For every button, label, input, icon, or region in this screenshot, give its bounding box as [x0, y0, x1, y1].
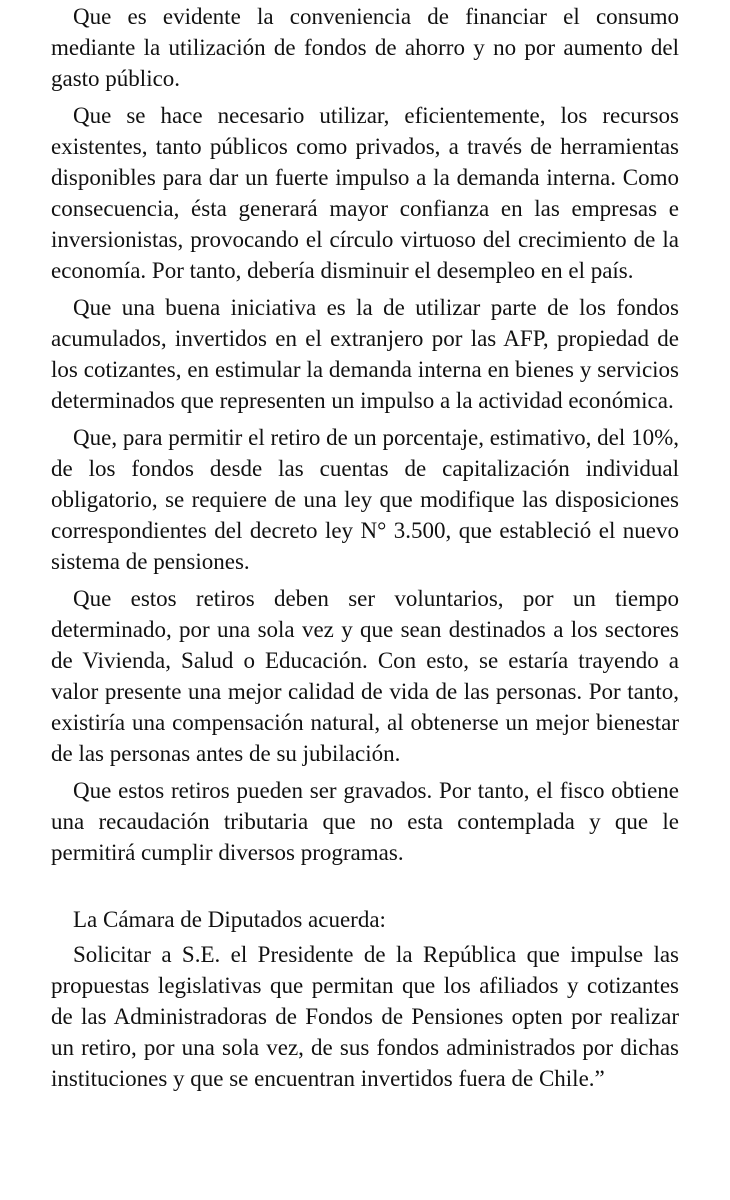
- resolution-heading: La Cámara de Diputados acuerda:: [73, 907, 386, 932]
- resolution-text: Solicitar a S.E. el Presidente de la República que impulse las propuestas legislativas que permitan que los afiliados y cotizantes de las Administradoras de Fondos de Pensiones opten por realizar un retiro, por una sola vez, de sus fondos administrados por dichas instituciones y que se encuentran invertidos fuera de Chile.”: [51, 942, 679, 1091]
- section-spacer: [51, 874, 679, 904]
- paragraph-retiro: Que, para permitir el retiro de un porcentaje, estimativo, del 10%, de los fondos desde las cuentas de capitalización individual obligatorio, se requiere de una ley que modifique las disposiciones correspondientes del decreto ley N° 3.500, que estableció el nuevo sistema de pensiones.: [51, 425, 679, 574]
- paragraph-voluntarios: Que estos retiros deben ser voluntarios, por un tiempo determinado, por una sola vez y que sean destinados a los sectores de Vivienda, Salud o Educación. Con esto, se estaría trayendo a valor presente una mejor calidad de vida de las personas. Por tanto, existiría una compensación natural, al obtenerse un mejor bienestar de las personas antes de su jubilación.: [51, 586, 679, 766]
- paragraph-gravados: Que estos retiros pueden ser gravados. Por tanto, el fisco obtiene una recaudación tributaria que no esta contemplada y que le permitirá cumplir diversos programas.: [51, 778, 679, 865]
- paragraph-iniciativa: Que una buena iniciativa es la de utilizar parte de los fondos acumulados, invertidos en el extranjero por las AFP, propiedad de los cotizantes, en estimular la demanda interna en bienes y servicios determinados que representen un impulso a la actividad económica.: [51, 295, 679, 413]
- paragraph-consumo: Que es evidente la conveniencia de financiar el consumo mediante la utilización de fondos de ahorro y no por aumento del gasto público.: [51, 4, 679, 91]
- paragraph-recursos: Que se hace necesario utilizar, eficientemente, los recursos existentes, tanto públicos como privados, a través de herramientas disponibles para dar un fuerte impulso a la demanda interna. Como consecuencia, ésta generará mayor confianza en las empresas e inversionistas, provocando el círculo virtuoso del crecimiento de la economía. Por tanto, debería disminuir el desempleo en el país.: [51, 103, 679, 283]
